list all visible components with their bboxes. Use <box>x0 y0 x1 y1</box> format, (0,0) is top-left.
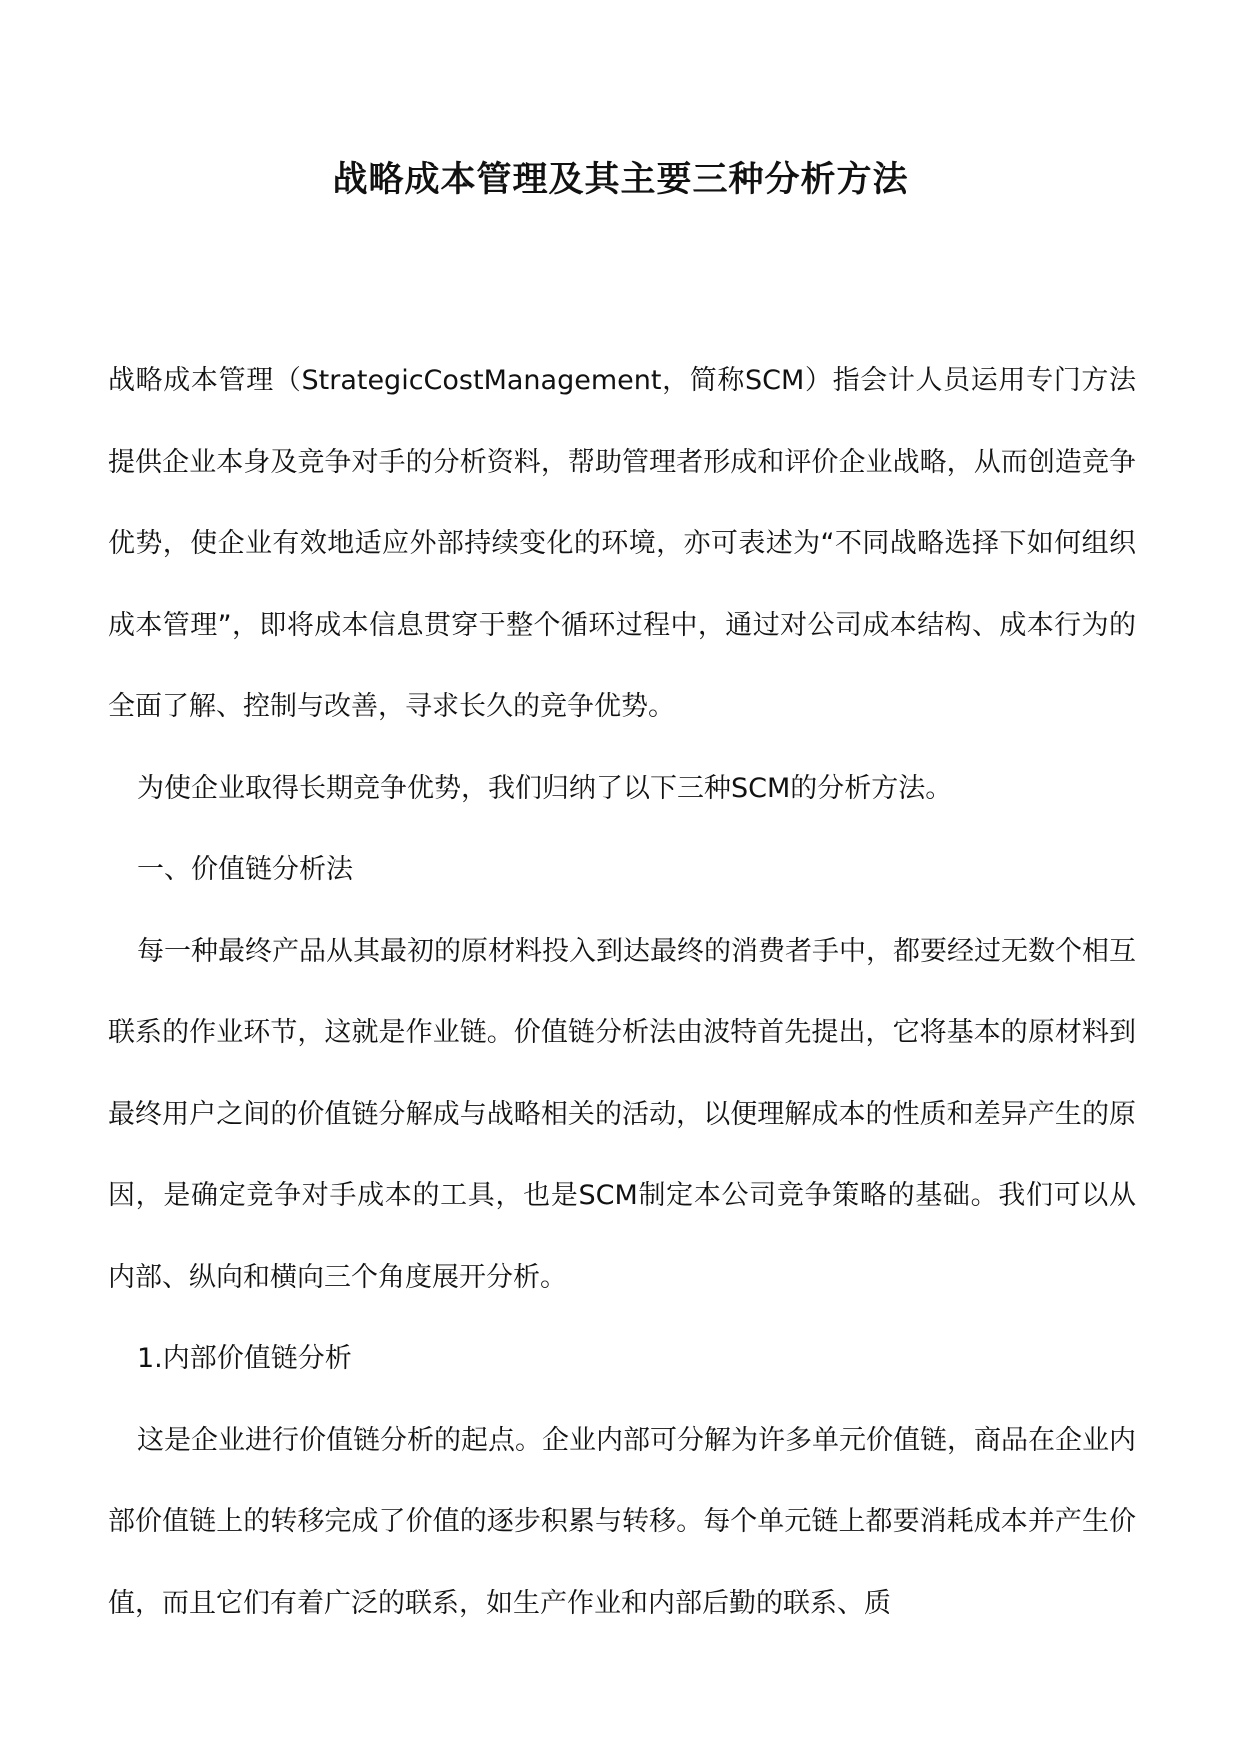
paragraph-overview: 为使企业取得长期竞争优势，我们归纳了以下三种SCM的分析方法。 <box>137 772 953 804</box>
subsection-heading-internal-chain: 1.内部价值链分析 <box>137 1343 352 1374</box>
document-body <box>108 340 1136 1644</box>
document-title: 战略成本管理及其主要三种分析方法 <box>332 159 909 200</box>
paragraph-internal-chain: 这是企业进行价值链分析的起点。企业内部可分解为许多单元价值链，商品在企业内部价值链上的转移完成了价值的逐步积累与转移。每个单元链上都要消耗成本并产生价值，而且它们有着广泛的联系，如生产作业和内部后勤的联系、质 <box>108 1424 1136 1619</box>
paragraph-intro: 战略成本管理（StrategicCostManagement，简称SCM）指会计人员运用专门方法提供企业本身及竞争对手的分析资料，帮助管理者形成和评价企业战略，从而创造竞争优势，使企业有效地适应外部持续变化的环境，亦可表述为“不同战略选择下如何组织成本管理”，即将成本信息贯穿于整个循环过程中，通过对公司成本结构、成本行为的全面了解、控制与改善，寻求长久的竞争优势。 <box>108 365 1136 722</box>
paragraph-value-chain: 每一种最终产品从其最初的原材料投入到达最终的消费者手中，都要经过无数个相互联系的作业环节，这就是作业链。价值链分析法由波特首先提出，它将基本的原材料到最终用户之间的价值链分解成与战略相关的活动，以便理解成本的性质和差异产生的原因，是确定竞争对手成本的工具，也是SCM制定本公司竞争策略的基础。我们可以从内部、纵向和横向三个角度展开分析。 <box>108 935 1136 1293</box>
section-heading-value-chain: 一、价值链分析法 <box>137 854 353 885</box>
